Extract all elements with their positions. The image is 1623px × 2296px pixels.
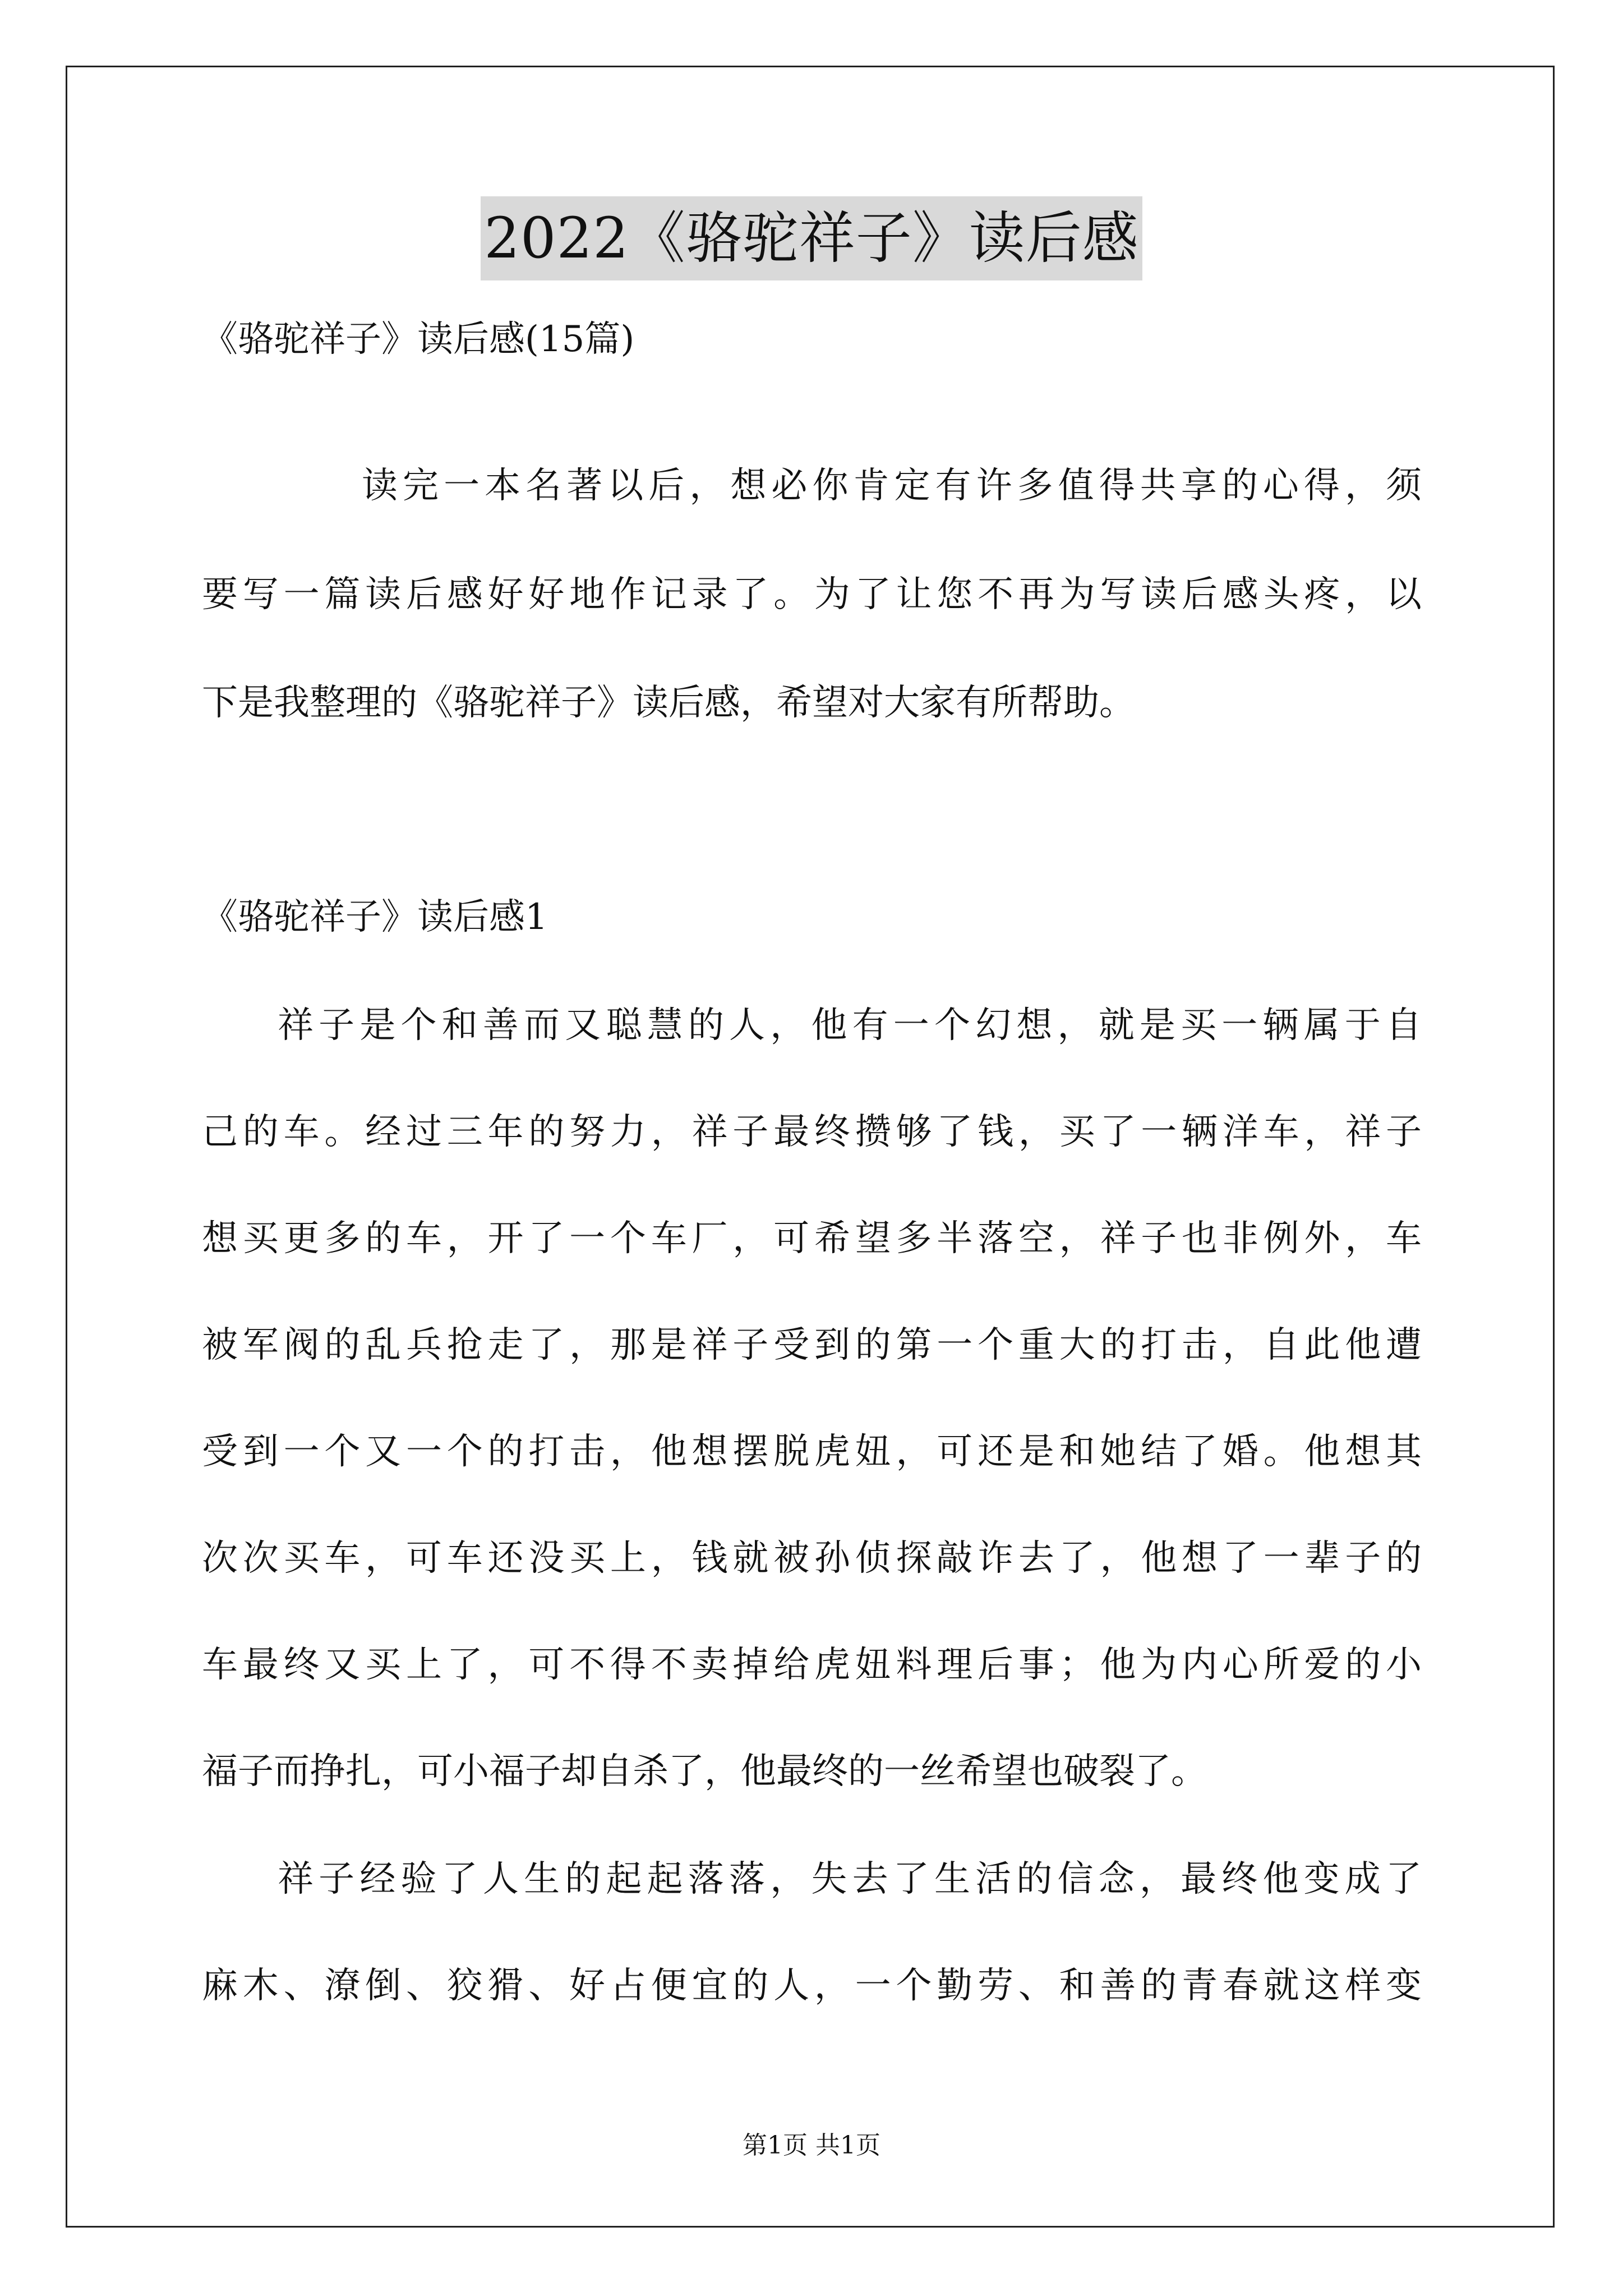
paragraph-line: 车最终又买上了，可不得不卖掉给虎妞料理后事；他为内心所爱的小 <box>202 1644 1422 1686</box>
intro-line: 要写一篇读后感好好地作记录了。为了让您不再为写读后感头疼，以 <box>202 574 1422 615</box>
paragraph-line: 祥子经验了人生的起起落落，失去了生活的信念，最终他变成了 <box>278 1858 1422 1900</box>
document-subtitle: 《骆驼祥子》读后感(15篇) <box>202 319 635 360</box>
paragraph-line: 己的车。经过三年的努力，祥子最终攒够了钱，买了一辆洋车，祥子 <box>202 1111 1422 1153</box>
intro-line: 下是我整理的《骆驼祥子》读后感，希望对大家有所帮助。 <box>202 682 1135 724</box>
paragraph-line: 受到一个又一个的打击，他想摆脱虎妞，可还是和她结了婚。他想其 <box>202 1431 1422 1473</box>
title-container <box>0 196 1623 280</box>
paragraph-line: 祥子是个和善而又聪慧的人，他有一个幻想，就是买一辆属于自 <box>278 1005 1422 1046</box>
section-heading: 《骆驼祥子》读后感1 <box>202 896 548 938</box>
paragraph-line: 想买更多的车，开了一个车厂，可希望多半落空，祥子也非例外，车 <box>202 1218 1422 1259</box>
paragraph-line: 麻木、潦倒、狡猾、好占便宜的人，一个勤劳、和善的青春就这样变 <box>202 1965 1422 2007</box>
document-title: 2022《骆驼祥子》读后感 <box>481 196 1142 280</box>
page-footer: 第1页 共1页 <box>743 2131 880 2160</box>
intro-line: 读完一本名著以后，想必你肯定有许多值得共享的心得，须 <box>362 465 1422 507</box>
paragraph-line: 福子而挣扎，可小福子却自杀了，他最终的一丝希望也破裂了。 <box>202 1751 1207 1792</box>
paragraph-line: 次次买车，可车还没买上，钱就被孙侦探敲诈去了，他想了一辈子的 <box>202 1538 1422 1579</box>
paragraph-line: 被军阀的乱兵抢走了，那是祥子受到的第一个重大的打击，自此他遭 <box>202 1324 1422 1366</box>
